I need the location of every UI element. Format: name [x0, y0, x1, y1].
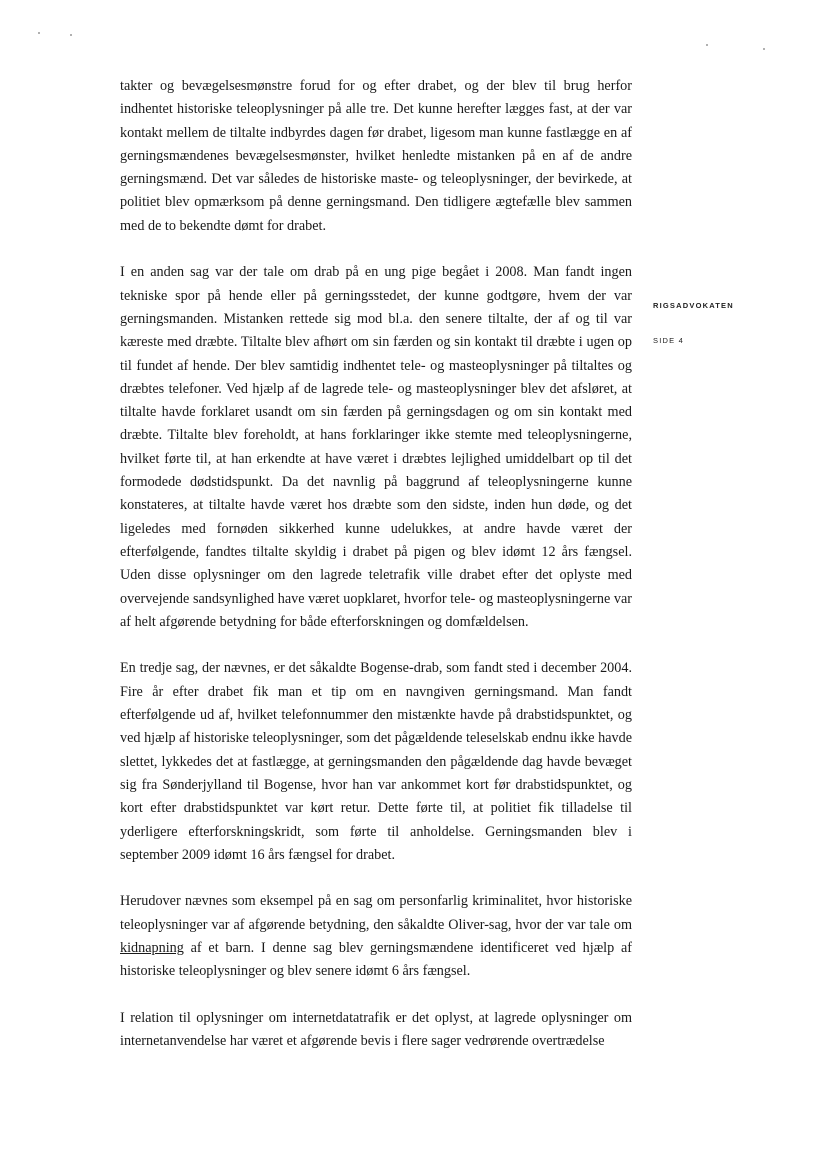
document-body — [120, 75, 632, 1077]
scan-speck — [706, 44, 708, 46]
kidnapning-link[interactable]: kidnapning — [120, 939, 184, 956]
page-sidebar — [653, 301, 773, 345]
paragraph-5: I relation til oplysninger om internetdatatrafik er det oplyst, at lagrede oplysninger om internetanvendelse har været et afgørende bevis i flere sager vedrørende overtrædelse — [120, 1009, 632, 1050]
paragraph-2: I en anden sag var der tale om drab på en ung pige begået i 2008. Man fandt ingen tekniske spor på hende eller på gerningsstedet, der kunne godtgøre, hvem der var gerningsmanden. Mistanken rettede sig mod bl.a. den senere tiltalte, der af og til var kæreste med dræbte. Tiltalte blev afhørt om sin færden og sin kontakt til dræbte i ugen op til fundet af hende. Der blev samtidig indhentet tele- og masteoplysninger på tiltaltes og dræbtes telefoner. Ved hjælp af de lagrede tele- og masteoplysninger blev det afsløret, at tiltalte havde forklaret usandt om sin færden på gerningsdagen og om sin kontakt med dræbte. Tiltalte blev foreholdt, at hans forklaringer ikke stemte med teleoplysningerne, hvilket førte til, at han erkendte at have været i dræbtes lejlighed umiddelbart op til det formodede dødstidspunkt. Da det navnlig på baggrund af teleoplysningerne kunne konstateres, at tiltalte havde været hos dræbte som den sidste, inden hun døde, og det ligeledes med fornøden sikkerhed kunne udelukkes, at andre havde været der efterfølgende, fandtes tiltalte skyldig i drabet på pigen og blev idømt 12 års fængsel. Uden disse oplysninger om den lagrede teletrafik ville drabet efter det oplyste med overvejende sandsynlighed have været uopklaret, hvorfor tele- og masteoplysningerne var af helt afgørende betydning for både efterforskningen og domfældelsen. — [120, 264, 632, 630]
paragraph-4-text-a: Herudover nævnes som eksempel på en sag om personfarlig kriminalitet, hvor historiske teleoplysninger var af afgørende betydning, den såkaldte Oliver-sag, hvor der var tale om — [120, 893, 632, 933]
organization-name: RIGSADVOKATEN — [653, 301, 734, 310]
paragraph-4 — [120, 890, 632, 983]
page-number: SIDE 4 — [653, 336, 684, 345]
paragraph-3: En tredje sag, der nævnes, er det såkaldte Bogense-drab, som fandt sted i december 2004. Fire år efter drabet fik man et tip om en navngiven gerningsmand. Man fandt efterfølgende ud af, hvilket telefonnummer den mistænkte havde på drabstidspunktet, og ved hjælp af historiske teleoplysninger, som det pågældende teleselskab endnu ikke havde slettet, lykkedes det at fastlægge, at gerningsmanden den pågældende dag havde bevæget sig fra Sønderjylland til Bogense, hvor han var ankommet kort før drabstidspunktet, og kort efter drabstidspunktet var kørt retur. Dette førte til, at politiet fik tilladelse til yderligere efterforskningskridt, som førte til anholdelse. Gerningsmanden blev i september 2009 idømt 16 års fængsel for drabet. — [120, 660, 632, 863]
scan-speck — [763, 48, 765, 50]
scan-speck — [38, 32, 40, 34]
paragraph-4-text-b: af et barn. I denne sag blev gerningsmændene identificeret ved hjælp af historiske teleoplysninger og blev senere idømt 6 års fængsel. — [120, 939, 632, 980]
paragraph-1: takter og bevægelsesmønstre forud for og efter drabet, og der blev til brug herfor indhentet historiske teleoplysninger på alle tre. Det kunne herefter lægges fast, at der var kontakt mellem de tiltalte indbyrdes dagen før drabet, ligesom man kunne fastlægge en af gerningsmændenes bevægelsesmønster, hvilket henledte mistanken på en af de andre gerningsmænd. Det var således de historiske maste- og teleoplysninger, der bevirkede, at politiet blev opmærksom på denne gerningsmand. Den tidligere ægtefælle blev sammen med de to bekendte dømt for drabet. — [120, 78, 632, 234]
scan-speck — [70, 34, 72, 36]
